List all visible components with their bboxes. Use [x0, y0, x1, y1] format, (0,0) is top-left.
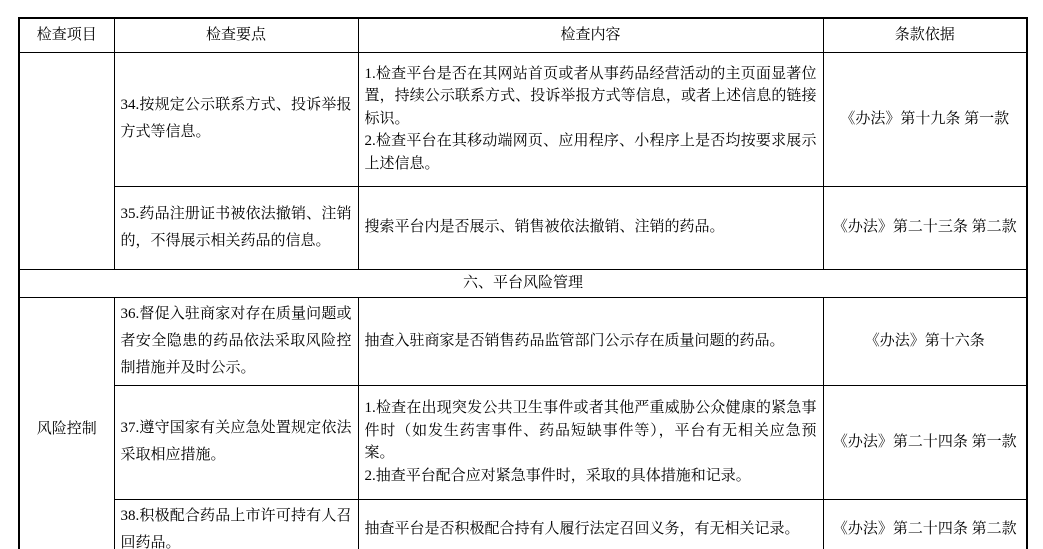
content-37-line-2: 2.抽查平台配合应对紧急事件时，采取的具体措施和记录。: [364, 467, 751, 484]
content-35-line-1: 搜索平台内是否展示、销售被依法撤销、注销的药品。: [364, 219, 725, 236]
item-cell-empty: [19, 52, 114, 269]
item-cell-risk-control: 风险控制: [19, 297, 114, 549]
table-row: [19, 385, 1027, 499]
content-36: [358, 297, 823, 385]
content-37-line-1: 1.检查在出现突发公共卫生事件或者其他严重威胁公众健康的紧急事件时（如发生药害事件、药品短缺事件等），平台有无相关应急预案。: [364, 400, 817, 461]
content-34: [358, 52, 823, 186]
inspection-table: [18, 17, 1028, 549]
header-inspection-points: 检查要点: [114, 18, 358, 52]
basis-35: 《办法》第二十三条 第二款: [823, 186, 1027, 269]
table-row: [19, 297, 1027, 385]
point-37: 37.遵守国家有关应急处置规定依法采取相应措施。: [114, 385, 358, 499]
content-38-line-1: 抽查平台是否积极配合持有人履行法定召回义务，有无相关记录。: [364, 521, 800, 538]
section-title: 六、平台风险管理: [19, 269, 1027, 297]
basis-38: 《办法》第二十四条 第二款: [823, 499, 1027, 549]
table-header-row: [19, 18, 1027, 52]
header-clause-basis: 条款依据: [823, 18, 1027, 52]
table-row: [19, 52, 1027, 186]
point-34: 34.按规定公示联系方式、投诉举报方式等信息。: [114, 52, 358, 186]
content-37: [358, 385, 823, 499]
header-inspection-item: 检查项目: [19, 18, 114, 52]
content-34-line-1: 1.检查平台是否在其网站首页或者从事药品经营活动的主页面显著位置，持续公示联系方式、投诉举报方式等信息，或者上述信息的链接标识。: [364, 65, 817, 127]
basis-34: 《办法》第十九条 第一款: [823, 52, 1027, 186]
content-34-line-2: 2.检查平台在其移动端网页、应用程序、小程序上是否均按要求展示上述信息。: [364, 133, 817, 172]
point-36: 36.督促入驻商家对存在质量问题或者安全隐患的药品依法采取风险控制措施并及时公示。: [114, 297, 358, 385]
content-38: [358, 499, 823, 549]
basis-36: 《办法》第十六条: [823, 297, 1027, 385]
table-row: [19, 186, 1027, 269]
table-row: [19, 499, 1027, 549]
point-35: 35.药品注册证书被依法撤销、注销的，不得展示相关药品的信息。: [114, 186, 358, 269]
basis-37: 《办法》第二十四条 第一款: [823, 385, 1027, 499]
section-row: [19, 269, 1027, 297]
content-36-line-1: 抽查入驻商家是否销售药品监管部门公示存在质量问题的药品。: [364, 332, 785, 349]
content-35: [358, 186, 823, 269]
point-38: 38.积极配合药品上市许可持有人召回药品。: [114, 499, 358, 549]
header-inspection-content: 检查内容: [358, 18, 823, 52]
